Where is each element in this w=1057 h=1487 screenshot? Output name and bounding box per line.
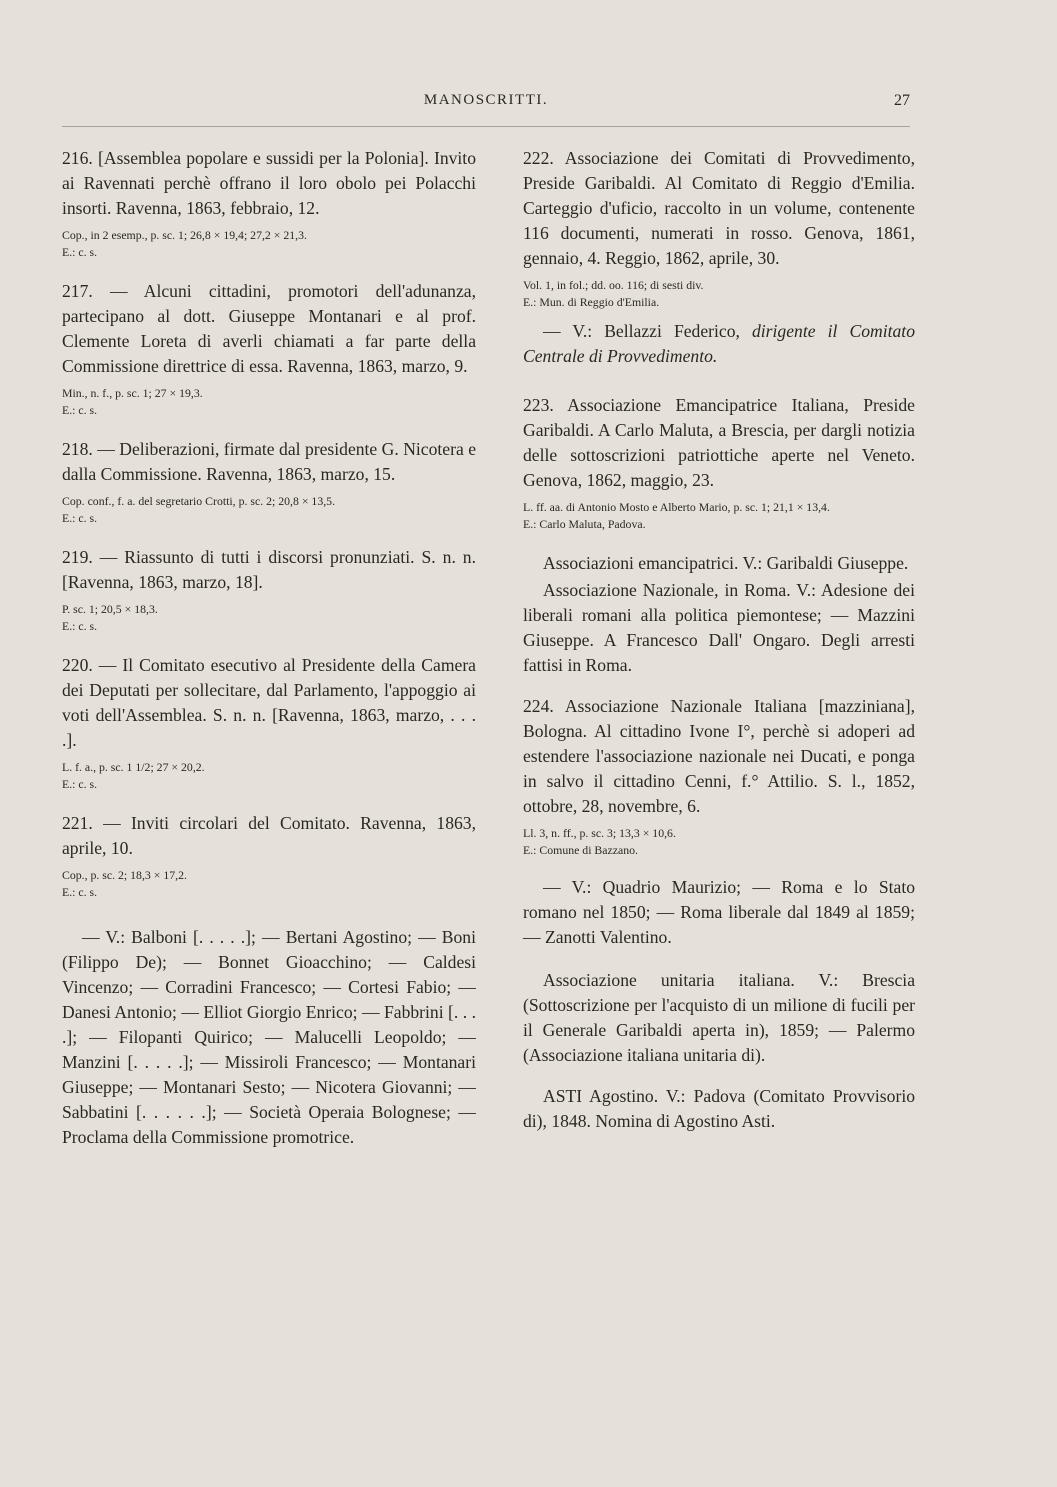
- entry-note: E.: c. s.: [62, 777, 98, 791]
- entry-note: Ll. 3, n. ff., p. sc. 3; 13,3 × 10,6.: [523, 826, 676, 840]
- entry-text: 217. — Alcuni cittadini, promotori dell'adunanza, partecipano al dott. Giuseppe Montanari e al prof. Clemente Loreta di averli chiamati a far parte della Commissione direttrice di essa. Ravenna, 1863, marzo, 9.: [62, 281, 476, 376]
- entry-text: 218. — Deliberazioni, firmate dal presidente G. Nicotera e dalla Commissione. Ravenna, 1863, marzo, 15.: [62, 439, 476, 484]
- right-column: [523, 146, 915, 1150]
- ref-unitaria: Associazione unitaria italiana. V.: Brescia (Sottoscrizione per l'acquisto di un milione di fucili per il Generale Garibaldi aperta in), 1859; — Palermo (Associazione italiana unitaria di).: [523, 970, 915, 1065]
- entry-note: E.: c. s.: [62, 885, 98, 899]
- entry-note: Vol. 1, in fol.; dd. oo. 116; di sesti div.: [523, 278, 704, 292]
- entry-220: [62, 653, 476, 793]
- entry-text: 220. — Il Comitato esecutivo al Presidente della Camera dei Deputati per sollecitare, dal Parlamento, l'appoggio ai voti dell'Assemblea. S. n. n. [Ravenna, 1863, marzo, . . . .].: [62, 655, 476, 750]
- left-column: [62, 146, 476, 1166]
- see-also-list: — V.: Balboni [. . . . .]; — Bertani Agostino; — Boni (Filippo De); — Bonnet Gioacchino; — Caldesi Vincenzo; — Corradini Francesco; — Cortesi Fabio; — Danesi Antonio; — Elliot Giorgio Enrico; — Fabbrini [. . . .]; — Filopanti Quirico; — Malucelli Leopoldo; — Manzini [. . . . .]; — Missiroli Francesco; — Montanari Giuseppe; — Montanari Sesto; — Nicotera Giovanni; — Sabbatini [. . . . . .]; — Società Operaia Bolognese; — Proclama della Commissione promotrice.: [62, 927, 476, 1147]
- running-title: MANOSCRITTI.: [423, 92, 549, 108]
- entry-text: 223. Associazione Emancipatrice Italiana, Preside Garibaldi. A Carlo Maluta, a Brescia, per dargli notizia delle sottoscrizioni patriottiche aperte nel Veneto. Genova, 1862, maggio, 23.: [523, 395, 915, 490]
- entry-217: [62, 279, 476, 419]
- see-also: — V.: Quadrio Maurizio; — Roma e lo Stato romano nel 1850; — Roma liberale dal 1849 al 1859; — Zanotti Valentino.: [523, 877, 915, 947]
- entry-note: E.: c. s.: [62, 511, 98, 525]
- entry-text: 219. — Riassunto di tutti i discorsi pronunziati. S. n. n. [Ravenna, 1863, marzo, 18].: [62, 547, 476, 592]
- entry-note: E.: c. s.: [62, 619, 98, 633]
- entry-218: [62, 437, 476, 527]
- entry-note: E.: Carlo Maluta, Padova.: [523, 517, 646, 531]
- entry-note: Min., n. f., p. sc. 1; 27 × 19,3.: [62, 386, 203, 400]
- entry-222: [523, 146, 915, 369]
- header-rule: [62, 126, 910, 127]
- entry-note: E.: Comune di Bazzano.: [523, 843, 638, 857]
- entry-219: [62, 545, 476, 635]
- entry-221: [62, 811, 476, 901]
- entry-text: 221. — Inviti circolari del Comitato. Ravenna, 1863, aprile, 10.: [62, 813, 476, 858]
- see-also: [523, 319, 915, 369]
- entry-note: Cop. conf., f. a. del segretario Crotti, p. sc. 2; 20,8 × 13,5.: [62, 494, 336, 508]
- ref-nazionale: Associazione Nazionale, in Roma. V.: Adesione dei liberali romani alla politica piemontese; — Mazzini Giuseppe. A Francesco Dall' Ongaro. Degli arresti fattisi in Roma.: [523, 580, 915, 675]
- entry-224: [523, 694, 915, 950]
- entry-text: 216. [Assemblea popolare e sussidi per la Polonia]. Invito ai Ravennati perchè offrano il loro obolo pei Polacchi insorti. Ravenna, 1863, febbraio, 12.: [62, 148, 476, 218]
- ref-emancipatrici: Associazioni emancipatrici. V.: Garibaldi Giuseppe.: [543, 553, 909, 573]
- see-also-prefix: — V.: Bellazzi Federico,: [543, 321, 740, 341]
- entry-216: [62, 146, 476, 261]
- entry-note: L. f. a., p. sc. 1 1/2; 27 × 20,2.: [62, 760, 205, 774]
- ref-asti: ASTI Agostino. V.: Padova (Comitato Provvisorio di), 1848. Nomina di Agostino Asti.: [523, 1086, 915, 1131]
- entry-note: E.: c. s.: [62, 245, 98, 259]
- entry-note: L. ff. aa. di Antonio Mosto e Alberto Mario, p. sc. 1; 21,1 × 13,4.: [523, 500, 830, 514]
- entry-223: [523, 393, 915, 533]
- entry-text: 222. Associazione dei Comitati di Provvedimento, Preside Garibaldi. Al Comitato di Reggio d'Emilia. Carteggio d'uficio, raccolto in un volume, contenente 116 documenti, numerati in rosso. Genova, 1861, gennaio, 4. Reggio, 1862, aprile, 30.: [523, 148, 915, 268]
- page-header: [62, 92, 910, 116]
- entry-text: 224. Associazione Nazionale Italiana [mazziniana], Bologna. Al cittadino Ivone I°, perchè si adoperi ad estendere l'associazione nazionale nei Ducati, e ponga in salvo il cittadino Cenni, f.° Attilio. S. l., 1852, ottobre, 28, novembre, 6.: [523, 696, 915, 816]
- entry-note: E.: c. s.: [62, 403, 98, 417]
- see-also-italic: dirigente il Comitato Centrale di Provvedimento.: [523, 321, 915, 366]
- page-number: 27: [894, 92, 910, 109]
- entry-note: E.: Mun. di Reggio d'Emilia.: [523, 295, 660, 309]
- entry-note: P. sc. 1; 20,5 × 18,3.: [62, 602, 158, 616]
- entry-note: Cop., in 2 esemp., p. sc. 1; 26,8 × 19,4; 27,2 × 21,3.: [62, 228, 307, 242]
- entry-note: Cop., p. sc. 2; 18,3 × 17,2.: [62, 868, 187, 882]
